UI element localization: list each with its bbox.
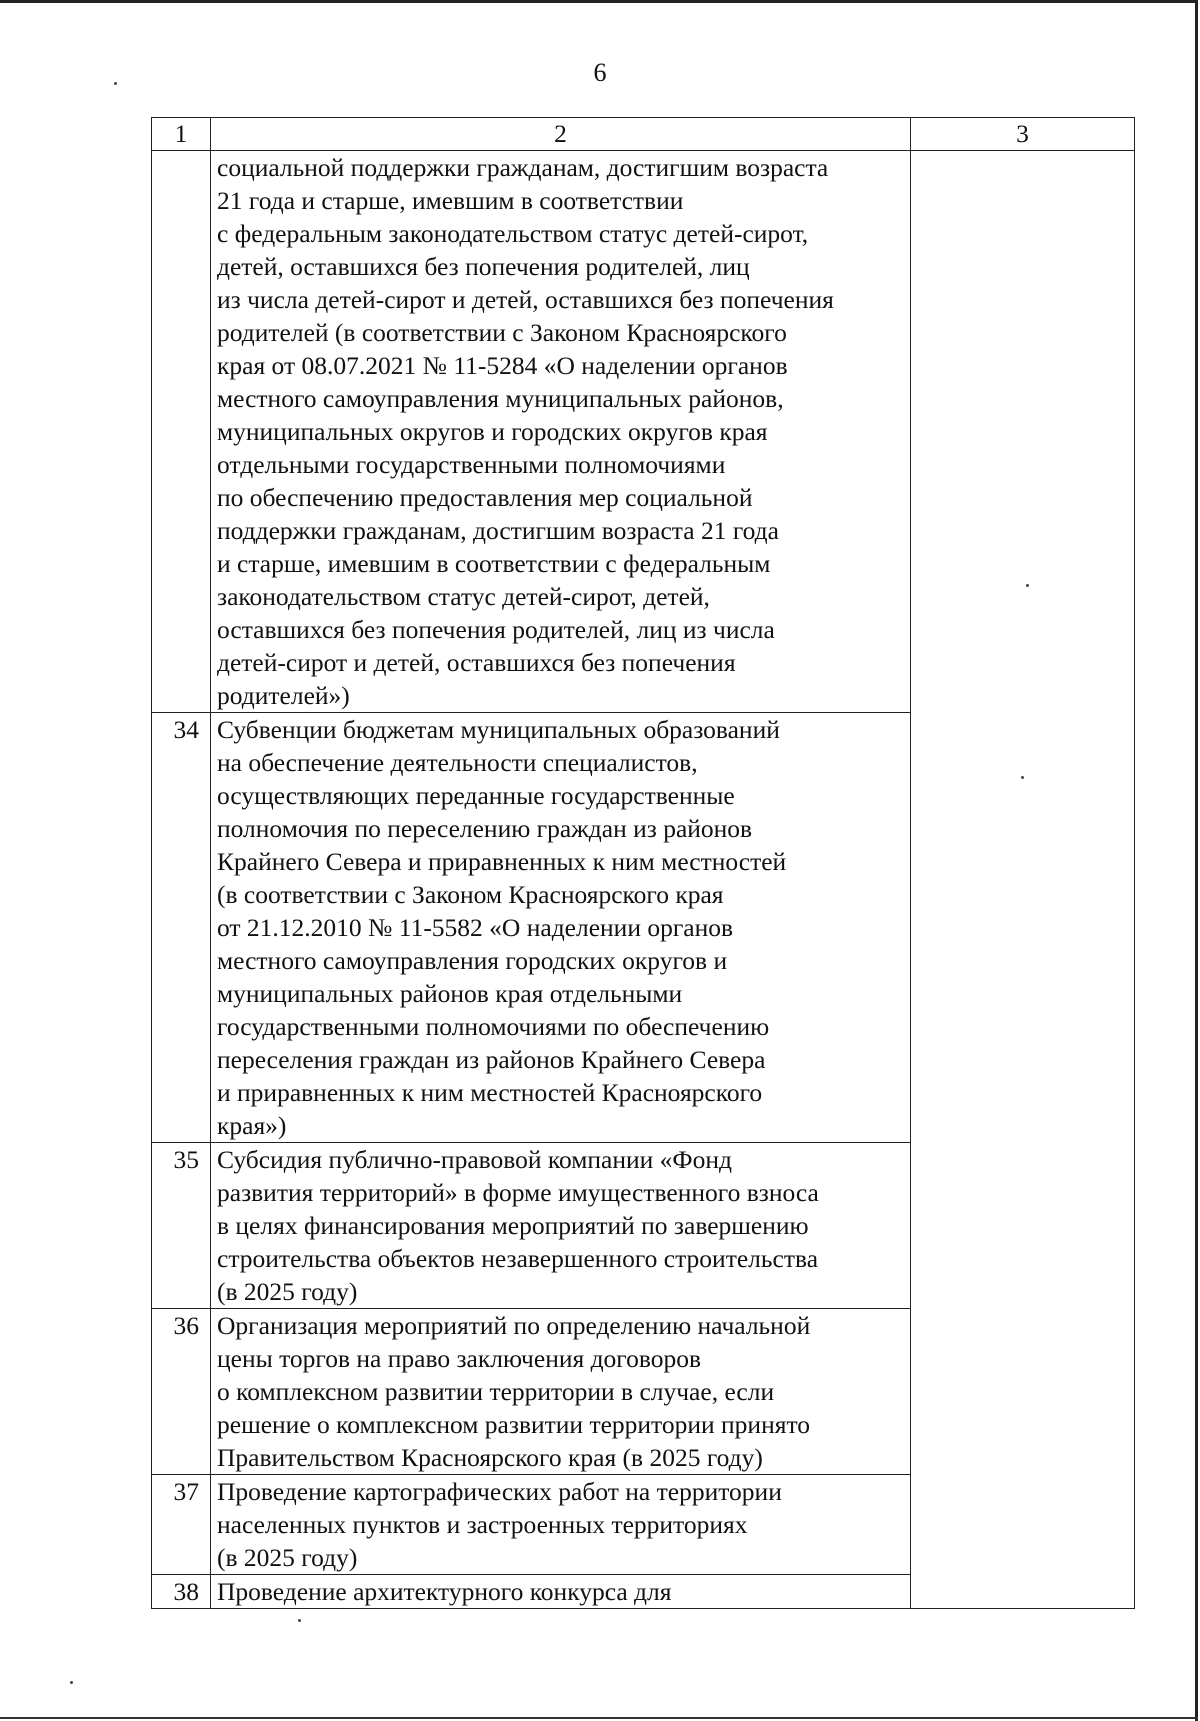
scan-speck: [70, 1681, 73, 1684]
row-number: 35: [152, 1143, 211, 1309]
text-line: местного самоуправления муниципальных районов,: [217, 384, 784, 413]
text-line: родителей (в соответствии с Законом Красноярского: [217, 318, 787, 347]
scan-border-right: [1195, 0, 1198, 1721]
text-line: 21 года и старше, имевшим в соответствии: [217, 186, 684, 215]
row-number: 34: [152, 713, 211, 1143]
text-line: социальной поддержки гражданам, достигшим возраста: [217, 153, 829, 182]
text-line: населенных пунктов и застроенных территориях: [217, 1510, 748, 1539]
text-line: муниципальных районов края отдельными: [217, 979, 683, 1008]
row-description: [211, 1475, 911, 1575]
column-3-cell: [911, 151, 1135, 1609]
row-description: [211, 713, 911, 1143]
row-number: 36: [152, 1309, 211, 1475]
page-number: 6: [593, 58, 607, 87]
column-header-2: 2: [211, 118, 911, 151]
text-line: с федеральным законодательством статус детей-сирот,: [217, 219, 809, 248]
text-line: цены торгов на право заключения договоров: [217, 1344, 702, 1373]
text-line: из числа детей-сирот и детей, оставшихся без попечения: [217, 285, 834, 314]
text-line: местного самоуправления городских округов и: [217, 946, 728, 975]
text-line: (в 2025 году): [217, 1543, 358, 1572]
scan-border-top: [0, 0, 1196, 3]
text-line: полномочия по переселению граждан из районов: [217, 814, 753, 843]
text-line: Организация мероприятий по определению начальной: [217, 1311, 811, 1340]
text-line: Субвенции бюджетам муниципальных образований: [217, 715, 780, 744]
text-line: оставшихся без попечения родителей, лиц из числа: [217, 615, 775, 644]
text-line: детей-сирот и детей, оставшихся без попечения: [217, 648, 736, 677]
text-line: и старше, имевшим в соответствии с федеральным: [217, 549, 771, 578]
text-line: Проведение архитектурного конкурса для: [217, 1577, 672, 1606]
text-line: Правительством Красноярского края (в 2025 году): [217, 1443, 763, 1472]
text-line: отдельными государственными полномочиями: [217, 450, 726, 479]
text-line: родителей»): [217, 681, 350, 710]
row-description: [211, 1575, 911, 1609]
row-number: [152, 151, 211, 713]
text-line: (в соответствии с Законом Красноярского края: [217, 880, 724, 909]
table-row: [152, 151, 1135, 713]
text-line: государственными полномочиями по обеспечению: [217, 1012, 770, 1041]
text-line: и приравненных к ним местностей Красноярского: [217, 1078, 763, 1107]
row-description: [211, 1143, 911, 1309]
column-header-3: 3: [911, 118, 1135, 151]
row-description: [211, 1309, 911, 1475]
text-line: края»): [217, 1111, 287, 1140]
row-number: 37: [152, 1475, 211, 1575]
text-line: края от 08.07.2021 № 11-5284 «О наделении органов: [217, 351, 788, 380]
scan-border-bottom: [0, 1717, 1198, 1719]
subsidies-table: [151, 117, 1135, 1609]
text-line: Крайнего Севера и приравненных к ним местностей: [217, 847, 787, 876]
text-line: осуществляющих переданные государственные: [217, 781, 735, 810]
text-line: развития территорий» в форме имущественного взноса: [217, 1178, 819, 1207]
text-line: переселения граждан из районов Крайнего Севера: [217, 1045, 766, 1074]
text-line: на обеспечение деятельности специалистов,: [217, 748, 698, 777]
text-line: от 21.12.2010 № 11-5582 «О наделении органов: [217, 913, 734, 942]
text-line: муниципальных округов и городских округов края: [217, 417, 768, 446]
column-header-1: 1: [152, 118, 211, 151]
text-line: по обеспечению предоставления мер социальной: [217, 483, 753, 512]
text-line: поддержки гражданам, достигшим возраста 21 года: [217, 516, 779, 545]
scan-speck: [298, 1619, 301, 1622]
text-line: строительства объектов незавершенного строительства: [217, 1244, 819, 1273]
table-header-row: [152, 118, 1135, 151]
text-line: решение о комплексном развитии территории принято: [217, 1410, 811, 1439]
row-description: [211, 151, 911, 713]
text-line: (в 2025 году): [217, 1277, 358, 1306]
text-line: Проведение картографических работ на территории: [217, 1477, 782, 1506]
text-line: в целях финансирования мероприятий по завершению: [217, 1211, 809, 1240]
text-line: Субсидия публично-правовой компании «Фонд: [217, 1145, 732, 1174]
text-line: о комплексном развитии территории в случае, если: [217, 1377, 775, 1406]
text-line: законодательством статус детей-сирот, детей,: [217, 582, 710, 611]
text-line: детей, оставшихся без попечения родителей, лиц: [217, 252, 750, 281]
row-number: 38: [152, 1575, 211, 1609]
